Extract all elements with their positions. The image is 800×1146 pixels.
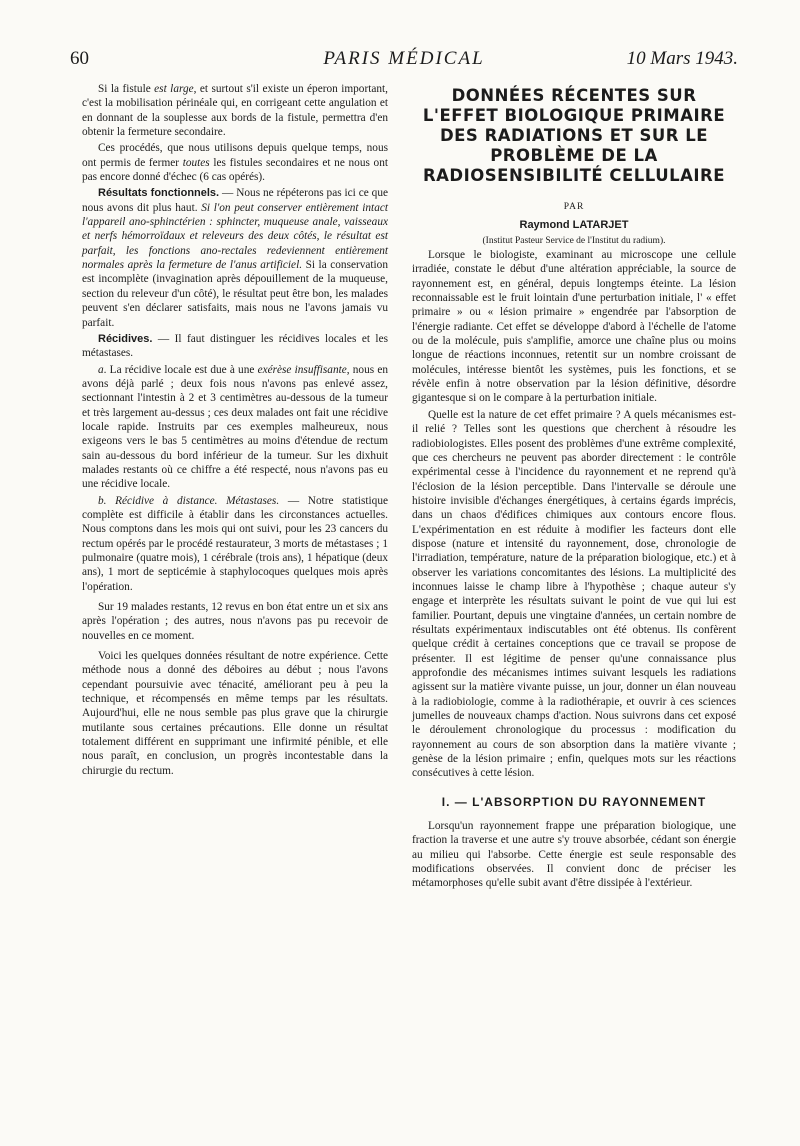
running-header [70, 44, 738, 74]
run-in-heading: Résultats fonctionnels. [98, 187, 220, 200]
paragraph: Récidives. — Il faut distinguer les récidives locales et les métastases. [82, 332, 388, 360]
paragraph: Lorsqu'un rayonnement frappe une préparation biologique, une fraction la traverse et une autre s'y trouve absorbée, cédant son énergie au milieu qui l'absorbe. Cette énergie est seule responsable des modifications observées. Il convient donc de préciser les métamorphoses qu'elle subit avant d'être dissipée à l'extérieur. [412, 820, 736, 890]
page-number: 60 [70, 48, 89, 69]
section-heading: I. — L'ABSORPTION DU RAYONNEMENT [441, 794, 707, 809]
run-in-heading: Récidives. [98, 332, 153, 345]
byline: PAR [563, 202, 585, 212]
paragraph: Quelle est la nature de cet effet primaire ? A quels mécanismes est-il relié ? Telles sont les questions que cherchent à résoudre les radiobiologistes. Elles posent des problèmes d'une extrême complexité, que ces chercheurs ne peuvent pas aborder directement : le contrôle expérimental cesse à l'incidence du rayonnement et ne reprend qu'à l'éclosion de la lésion perceptible. Dans l'intervalle se déroule une histoire invisible d'échanges énergétiques, à certains égards imprécis, dans un chaos d'édifices chimiques aux contours encore flous. L'expérimentation en est réduite à modifier les facteurs dont elle dispose (nature et intensité du rayonnement, dose, chronologie de l'irradiation, température, nature de la préparation biologique, etc.) et à observer les variations concomitantes des lésions. La multiplicité des inconnues laisse le champ libre à l'hypothèse ; chaque auteur s'y engage et interprète les résultats suivant le point de vue qui lui est familier. Pourtant, depuis une vingtaine d'années, un certain nombre de résultats expérimentaux indiscutables ont été obtenus. Ils confèrent quelque crédit à certaines conceptions que ce travail se propose de présenter. Il est légitime de penser qu'une connaissance plus approfondie des mécanismes intimes suivant lesquels les radiations agissent sur la matière vivante puisse, un jour, donner un élan nouveau à la radiobiologie, comme à la radiothérapie, et ouvrir à ces sciences jumelles de nouveaux champs d'action. Nous suivrons dans cet exposé le déroulement chronologique du processus : modification du rayonnement au cours de son absorption dans la matière vivante ; genèse de la lésion primaire ; enfin, quelques mots sur les réactions consécutives à cette lésion. [412, 408, 736, 780]
right-column [412, 82, 736, 891]
paragraph: a. La récidive locale est due à une exérèse insuffisante, nous en avons déjà parlé ; deux fois nous n'avons pas enlevé assez, sectionnant l'intestin à 2 et 3 centimètres au-dessous de la tumeur et très largement au-dessus ; ces deux malades ont fait une récidive locale rapide. Instruits par ces exemples malheureux, nous exigeons vers le bas 5 centimètres au moins d'étendue de rectum sain au-dessous du bord inférieur de la tumeur. Sur les dixhuit malades restants où ce chiffre a été respecté, nous n'avons pas eu une récidive locale. [82, 363, 388, 491]
paragraph: Sur 19 malades restants, 12 revus en bon état entre un et six ans après l'opération ; des autres, nous n'avons pas pu recevoir de nouvelles en ce moment. [82, 601, 388, 642]
paragraph: b. Récidive à distance. Métastases. — Notre statistique complète est difficile à établir dans les circonstances actuelles. Nous comptons dans les mois qui ont suivi, pour les 23 cancers du rectum opérés par le procédé restaurateur, 3 morts de métastases ; 1 pulmonaire (quatre mois), 1 cérébrale (trois ans), 1 hépatique (deux ans), 1 mort de septicémie à staphylocoques quelques mois après l'opération. [82, 494, 388, 593]
paragraph: Si la fistule est large, et surtout s'il existe un éperon important, c'est la mobilisation périnéale qui, en corrigeant cette angulation et en donnant de la souplesse aux bords de la fistule, permettra d'en obtenir la fermeture secondaire. [82, 83, 388, 139]
left-column [82, 82, 388, 778]
author-name: Raymond LATARJET [519, 219, 629, 232]
paragraph: Voici les quelques données résultant de notre expérience. Cette méthode nous a donné des déboires au début ; nous l'avons cependant poursuivie avec ténacité, améliorant peu à peu la technique, et récompensés en même temps par les résultats. Aujourd'hui, elle ne nous semble pas plus grave que la chirurgie mutilante sous certaines précautions. Elle donne un résultat totalement différent en supprimant une infirmité pénible, et elle nous paraît, en conclusion, un progrès incontestable dans la chirurgie du rectum. [82, 650, 388, 777]
issue-date: 10 Mars 1943. [626, 48, 738, 69]
paragraph: Résultats fonctionnels. — Nous ne répéterons pas ici ce que nous avons dit plus haut. Si l'on peut conserver entièrement intact l'appareil ano-sphinctérien : sphincter, muqueuse anale, vaisseaux et nerfs hémorroïdaux et releveurs des deux côtés, le résultat est parfait, les fonctions ano-rectales redeviennent entièrement normales après la fermeture de l'anus artificiel. Si la conservation est incomplète (invagination après dépouillement de la muqueuse, section du releveur d'un côté), le résultat peut être bon, les malades peuvent s'en déclarer satisfaits, mais nous ne l'avons jamais vu parfait. [82, 187, 388, 329]
paragraph: Lorsque le biologiste, examinant au microscope une cellule irradiée, constate le début d'une altération appréciable, la source de rayonnement est, en général, depuis longtemps éteinte. La lésion reconnaissable est le fruit lointain d'une perturbation initiale, l' « effet primaire » ou « lésion primaire » engendrée par l'absorption de l'énergie radiante. Cet effet se développe d'abord à l'échelle de l'atome ou de la molécule, puis s'amplifie, amorce une chaîne plus ou moins longue de réactions inconnues, retentit sur un nombre croissant de molécules, intéresse bientôt les systèmes, puis les fonctions, et se révèle enfin à notre observation par la lésion définitive, désordre gigantesque si on le compare à la perturbation initiale. [412, 249, 736, 405]
article-title: DONNÉES RÉCENTES SUR L'EFFET BIOLOGIQUE PRIMAIRE DES RADIATIONS ET SUR LE PROBLÈME DE LA RADIOSENSIBILITÉ CELLULAIRE [422, 86, 726, 185]
paragraph: Ces procédés, que nous utilisons depuis quelque temps, nous ont permis de fermer toutes les fistules secondaires et ne nous ont pas encore donné d'échec (6 cas opérés). [82, 142, 388, 184]
journal-title: PARIS MÉDICAL [323, 48, 485, 69]
author-affiliation: (Institut Pasteur Service de l'Institut du radium). [482, 235, 666, 246]
